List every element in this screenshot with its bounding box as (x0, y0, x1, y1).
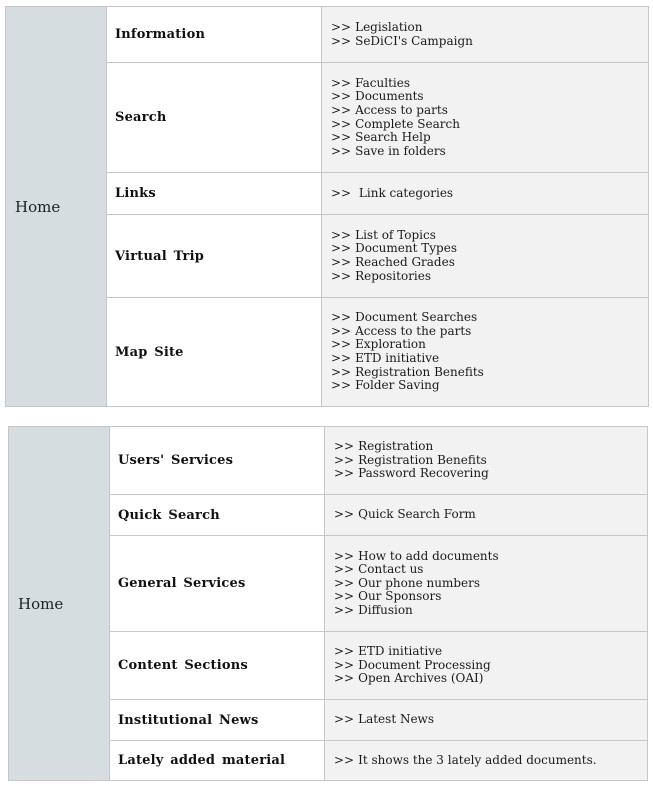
double-arrow-icon: >> (334, 589, 355, 604)
nav-link-password-recovering[interactable] (334, 467, 647, 481)
nav-link-label: List of Topics (355, 227, 436, 242)
nav-link-save-in-folders[interactable] (331, 145, 648, 159)
double-arrow-icon: >> (331, 323, 352, 338)
sitemap-table-1 (5, 6, 649, 407)
nav-link-label: Open Archives (OAI) (358, 671, 484, 686)
home-label: Home (6, 7, 107, 407)
nav-link-exploration[interactable] (331, 338, 648, 352)
nav-link-etd-initiative[interactable] (334, 645, 647, 659)
nav-link-label: Document Types (355, 241, 457, 256)
section-row-information (6, 7, 649, 63)
section-title: Links (107, 173, 322, 215)
section-links (322, 215, 649, 298)
nav-link-label: Reached Grades (355, 255, 455, 269)
double-arrow-icon: >> (331, 255, 352, 269)
nav-link-quick-search-form[interactable] (334, 508, 647, 522)
double-arrow-icon: >> (331, 89, 352, 104)
double-arrow-icon: >> (331, 364, 352, 379)
nav-link-label: Contact us (358, 562, 424, 577)
double-arrow-icon: >> (334, 439, 355, 454)
section-title: Search (107, 63, 322, 173)
nav-link-legislation[interactable] (331, 21, 648, 35)
section-title: Institutional News (110, 700, 325, 741)
section-links (322, 298, 649, 407)
nav-link-label: Latest News (358, 712, 434, 727)
section-links (322, 173, 649, 215)
nav-link-our-sponsors[interactable] (334, 590, 647, 604)
nav-link-list-of-topics[interactable] (331, 229, 648, 243)
nav-link-label: Folder Saving (355, 378, 440, 393)
nav-link-document-searches[interactable] (331, 311, 648, 325)
nav-link-label: Link categories (355, 185, 454, 200)
nav-link-complete-search[interactable] (331, 118, 648, 132)
section-links (325, 700, 648, 741)
double-arrow-icon: >> (334, 671, 355, 686)
nav-link-latest-news[interactable] (334, 713, 647, 727)
nav-link-diffusion[interactable] (334, 604, 647, 618)
section-title: Lately added material (110, 741, 325, 781)
section-links (325, 536, 648, 632)
section-row-users-services (9, 427, 648, 495)
nav-link-label: Search Help (355, 130, 431, 145)
nav-link-registration-benefits[interactable] (331, 366, 648, 380)
nav-link-label: SeDiCI's Campaign (355, 33, 473, 48)
nav-link-search-help[interactable] (331, 131, 648, 145)
nav-link-label: Faculties (355, 75, 410, 90)
double-arrow-icon: >> (331, 351, 352, 365)
double-arrow-icon: >> (331, 268, 352, 283)
double-arrow-icon: >> (331, 102, 352, 117)
nav-link-label: ETD initiative (358, 644, 443, 659)
nav-link-label: Legislation (355, 19, 423, 34)
nav-link-registration[interactable] (334, 440, 647, 454)
double-arrow-icon: >> (331, 33, 352, 48)
nav-link-label: Registration (358, 439, 434, 454)
nav-link-label: Complete Search (355, 116, 460, 131)
double-arrow-icon: >> (334, 602, 355, 617)
section-title: Content Sections (110, 632, 325, 700)
double-arrow-icon: >> (331, 378, 352, 393)
nav-link-link-categories[interactable] (331, 187, 648, 201)
nav-link-access-to-parts[interactable] (331, 104, 648, 118)
nav-link-label: ETD initiative (355, 351, 440, 365)
nav-link-label: Access to parts (355, 102, 448, 117)
section-title: Information (107, 7, 322, 63)
nav-link-registration-benefits[interactable] (334, 454, 647, 468)
home-label: Home (9, 427, 110, 781)
double-arrow-icon: >> (331, 130, 352, 145)
nav-link-label: Our Sponsors (358, 589, 442, 604)
double-arrow-icon: >> (331, 310, 352, 325)
double-arrow-icon: >> (331, 19, 352, 34)
nav-link-etd-initiative[interactable] (331, 352, 648, 366)
nav-link-label: Document Searches (355, 310, 478, 325)
nav-link-our-phone-numbers[interactable] (334, 577, 647, 591)
double-arrow-icon: >> (331, 241, 352, 256)
nav-link-sedici-s-campaign[interactable] (331, 35, 648, 49)
sitemap-table-2 (8, 426, 648, 781)
double-arrow-icon: >> (331, 75, 352, 90)
nav-link-label: Registration Benefits (355, 364, 484, 379)
double-arrow-icon: >> (334, 548, 355, 563)
double-arrow-icon: >> (331, 116, 352, 131)
double-arrow-icon: >> (334, 712, 355, 727)
nav-link-access-to-the-parts[interactable] (331, 325, 648, 339)
double-arrow-icon: >> (331, 185, 352, 200)
nav-link-label: Diffusion (358, 602, 413, 617)
nav-link-documents[interactable] (331, 90, 648, 104)
section-links (325, 495, 648, 536)
nav-link-label: Password Recovering (358, 466, 489, 481)
nav-link-repositories[interactable] (331, 270, 648, 284)
double-arrow-icon: >> (334, 466, 355, 481)
double-arrow-icon: >> (334, 575, 355, 590)
nav-link-faculties[interactable] (331, 77, 648, 91)
double-arrow-icon: >> (334, 752, 355, 767)
nav-link-label: Repositories (355, 268, 432, 283)
nav-link-label: It shows the 3 lately added documents. (358, 752, 597, 767)
section-links (325, 741, 648, 781)
nav-link-label: Exploration (355, 337, 426, 352)
nav-link-label: Document Processing (358, 657, 491, 672)
section-links (325, 427, 648, 495)
nav-link-label: Quick Search Form (358, 507, 476, 522)
double-arrow-icon: >> (334, 452, 355, 467)
section-title: Users' Services (110, 427, 325, 495)
double-arrow-icon: >> (331, 143, 352, 158)
nav-link-reached-grades[interactable] (331, 256, 648, 270)
section-title: Virtual Trip (107, 215, 322, 298)
nav-link-label: Our phone numbers (358, 575, 481, 590)
double-arrow-icon: >> (331, 337, 352, 352)
nav-link-label: How to add documents (358, 548, 499, 563)
nav-link-label: Registration Benefits (358, 452, 487, 467)
section-title: Map Site (107, 298, 322, 407)
section-links (322, 7, 649, 63)
section-links (322, 63, 649, 173)
nav-link-label: Documents (355, 89, 424, 104)
nav-link-folder-saving[interactable] (331, 379, 648, 393)
nav-link-open-archives-oai[interactable] (334, 672, 647, 686)
nav-link-contact-us[interactable] (334, 563, 647, 577)
nav-link-how-to-add-documents[interactable] (334, 550, 647, 564)
nav-link-it-shows-the-3-lately-added-documents[interactable] (334, 754, 647, 768)
double-arrow-icon: >> (334, 562, 355, 577)
nav-link-label: Save in folders (355, 143, 446, 158)
double-arrow-icon: >> (334, 507, 355, 522)
double-arrow-icon: >> (334, 657, 355, 672)
nav-link-label: Access to the parts (355, 323, 472, 338)
nav-link-document-types[interactable] (331, 242, 648, 256)
double-arrow-icon: >> (331, 227, 352, 242)
section-links (325, 632, 648, 700)
section-title: Quick Search (110, 495, 325, 536)
double-arrow-icon: >> (334, 644, 355, 659)
nav-link-document-processing[interactable] (334, 659, 647, 673)
section-title: General Services (110, 536, 325, 632)
